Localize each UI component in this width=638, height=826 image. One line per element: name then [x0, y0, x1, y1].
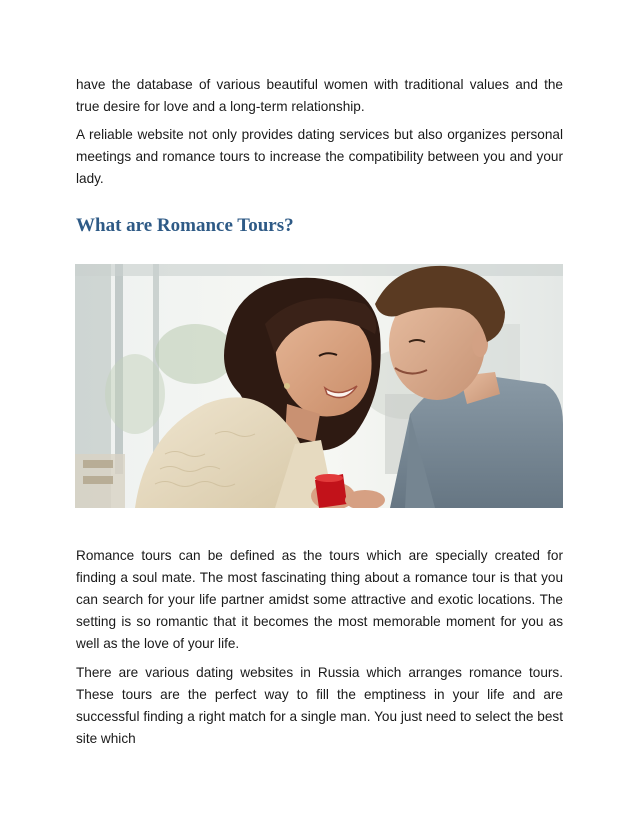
paragraph-dating-websites-russia: There are various dating websites in Russia which arranges romance tours. These tours are the perfect way to fill the emptiness in your life and are successful finding a right match for a single man. You just need to select the best site which: [76, 665, 563, 746]
couple-photo: [75, 264, 563, 508]
paragraph-romance-tours-definition: Romance tours can be defined as the tours which are specially created for finding a soul mate. The most fascinating thing about a romance tour is that you can search for your life partner amidst some attractive and exotic locations. The setting is so romantic that it becomes the most memorable moment for you as well as the love of your life.: [76, 548, 563, 651]
paragraph-reliable-website: A reliable website not only provides dating services but also organizes personal meetings and romance tours to increase the compatibility between you and your lady.: [76, 127, 563, 186]
paragraph-database-intro: have the database of various beautiful women with traditional values and the true desire for love and a long-term relationship.: [76, 77, 563, 114]
section-heading: What are Romance Tours?: [76, 215, 294, 236]
